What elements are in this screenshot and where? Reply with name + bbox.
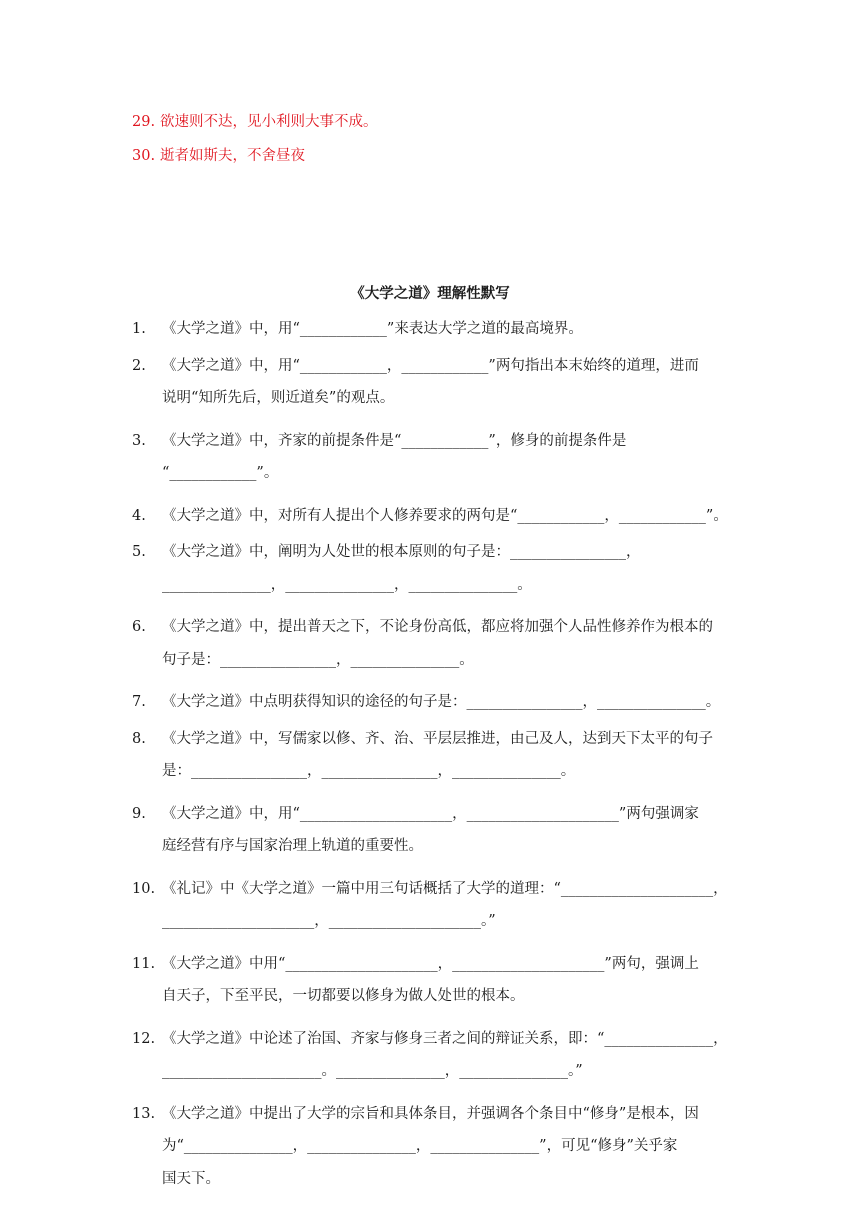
question-number: 8.: [132, 730, 146, 747]
question-number: 4.: [132, 507, 146, 524]
question-list: [132, 313, 742, 1205]
question-text-line: 《大学之道》中，对所有人提出个人修养要求的两句是“____________，____________”。: [162, 507, 728, 524]
question-item: [132, 536, 742, 601]
question-number: 9.: [132, 805, 146, 822]
answer-number: 29.: [132, 114, 156, 130]
question-item: [132, 350, 742, 415]
question-text-line: 《大学之道》中，提出普天之下，不论身份高低，都应将加强个人品性修养作为根本的: [162, 619, 713, 635]
question-text-line: 《大学之道》中，用“_____________________，_____________________”两句强调家: [162, 805, 699, 822]
question-number: 6.: [132, 619, 146, 635]
question-number: 13.: [132, 1105, 156, 1122]
question-item: [132, 798, 742, 863]
question-item: [132, 611, 742, 676]
question-text-line: 《大学之道》中，用“____________”来表达大学之道的最高境界。: [162, 321, 583, 337]
question-text-line: 庭经营有序与国家治理上轨道的重要性。: [162, 838, 423, 854]
question-text-line: _____________________，_____________________。”: [162, 913, 496, 929]
question-text-line: ______________________。_______________，_______________。”: [162, 1063, 583, 1079]
question-number: 12.: [132, 1030, 156, 1047]
question-text-line: 《大学之道》中，用“____________，____________”两句指出本末始终的道理，进而: [162, 357, 699, 374]
question-item: [132, 500, 742, 533]
answer-list: [132, 110, 732, 178]
question-number: 3.: [132, 432, 146, 449]
answer-number: 30.: [132, 148, 156, 164]
question-text-line: 是：________________，________________，_______________。: [162, 763, 576, 779]
question-text-line: “____________”。: [162, 465, 279, 481]
question-item: [132, 723, 742, 788]
question-text-line: _______________，_______________，_______________。: [162, 576, 532, 593]
question-item: [132, 1098, 742, 1196]
question-text-line: 《大学之道》中点明获得知识的途径的句子是：________________，_______________。: [162, 694, 721, 710]
question-item: [132, 948, 742, 1013]
question-text-line: 说明“知所先后，则近道矣”的观点。: [162, 390, 395, 406]
question-text-line: 句子是：________________，_______________。: [162, 651, 474, 668]
question-item: [132, 425, 742, 490]
question-text-line: 《大学之道》中，齐家的前提条件是“____________”，修身的前提条件是: [162, 432, 627, 449]
question-text-line: 为“_______________，_______________，_______________”，可见“修身”关乎家: [162, 1138, 678, 1154]
answer-item: [132, 144, 732, 178]
question-text-line: 《大学之道》中提出了大学的宗旨和具体条目，并强调各个条目中“修身”是根本，因: [162, 1105, 699, 1122]
question-item: [132, 686, 742, 719]
question-text-line: 国天下。: [162, 1170, 220, 1187]
question-number: 10.: [132, 880, 156, 897]
question-number: 5.: [132, 544, 146, 560]
question-text-line: 《大学之道》中用“_____________________，_____________________”两句，强调上: [162, 955, 699, 972]
answer-text: 欲速则不达，见小利则大事不成。: [160, 114, 378, 130]
question-text-line: 《大学之道》中，写儒家以修、齐、治、平层层推进，由己及人，达到天下太平的句子: [162, 730, 713, 747]
question-item: [132, 873, 742, 938]
question-text-line: 《大学之道》中，阐明为人处世的根本原则的句子是：________________，: [162, 544, 641, 560]
answer-item: [132, 110, 732, 144]
question-text-line: 自天子，下至平民，一切都要以修身为做人处世的根本。: [162, 988, 525, 1004]
question-number: 7.: [132, 694, 146, 710]
question-number: 2.: [132, 357, 146, 374]
section-title: 《大学之道》理解性默写: [350, 285, 510, 302]
question-number: 11.: [132, 955, 156, 972]
question-text-line: 《礼记》中《大学之道》一篇中用三句话概括了大学的道理：“_____________________，: [162, 880, 728, 897]
question-number: 1.: [132, 321, 146, 337]
answer-text: 逝者如斯夫，不舍昼夜: [160, 148, 305, 164]
question-text-line: 《大学之道》中论述了治国、齐家与修身三者之间的辩证关系，即：“_______________，: [162, 1030, 728, 1047]
question-item: [132, 313, 742, 346]
question-item: [132, 1023, 742, 1088]
